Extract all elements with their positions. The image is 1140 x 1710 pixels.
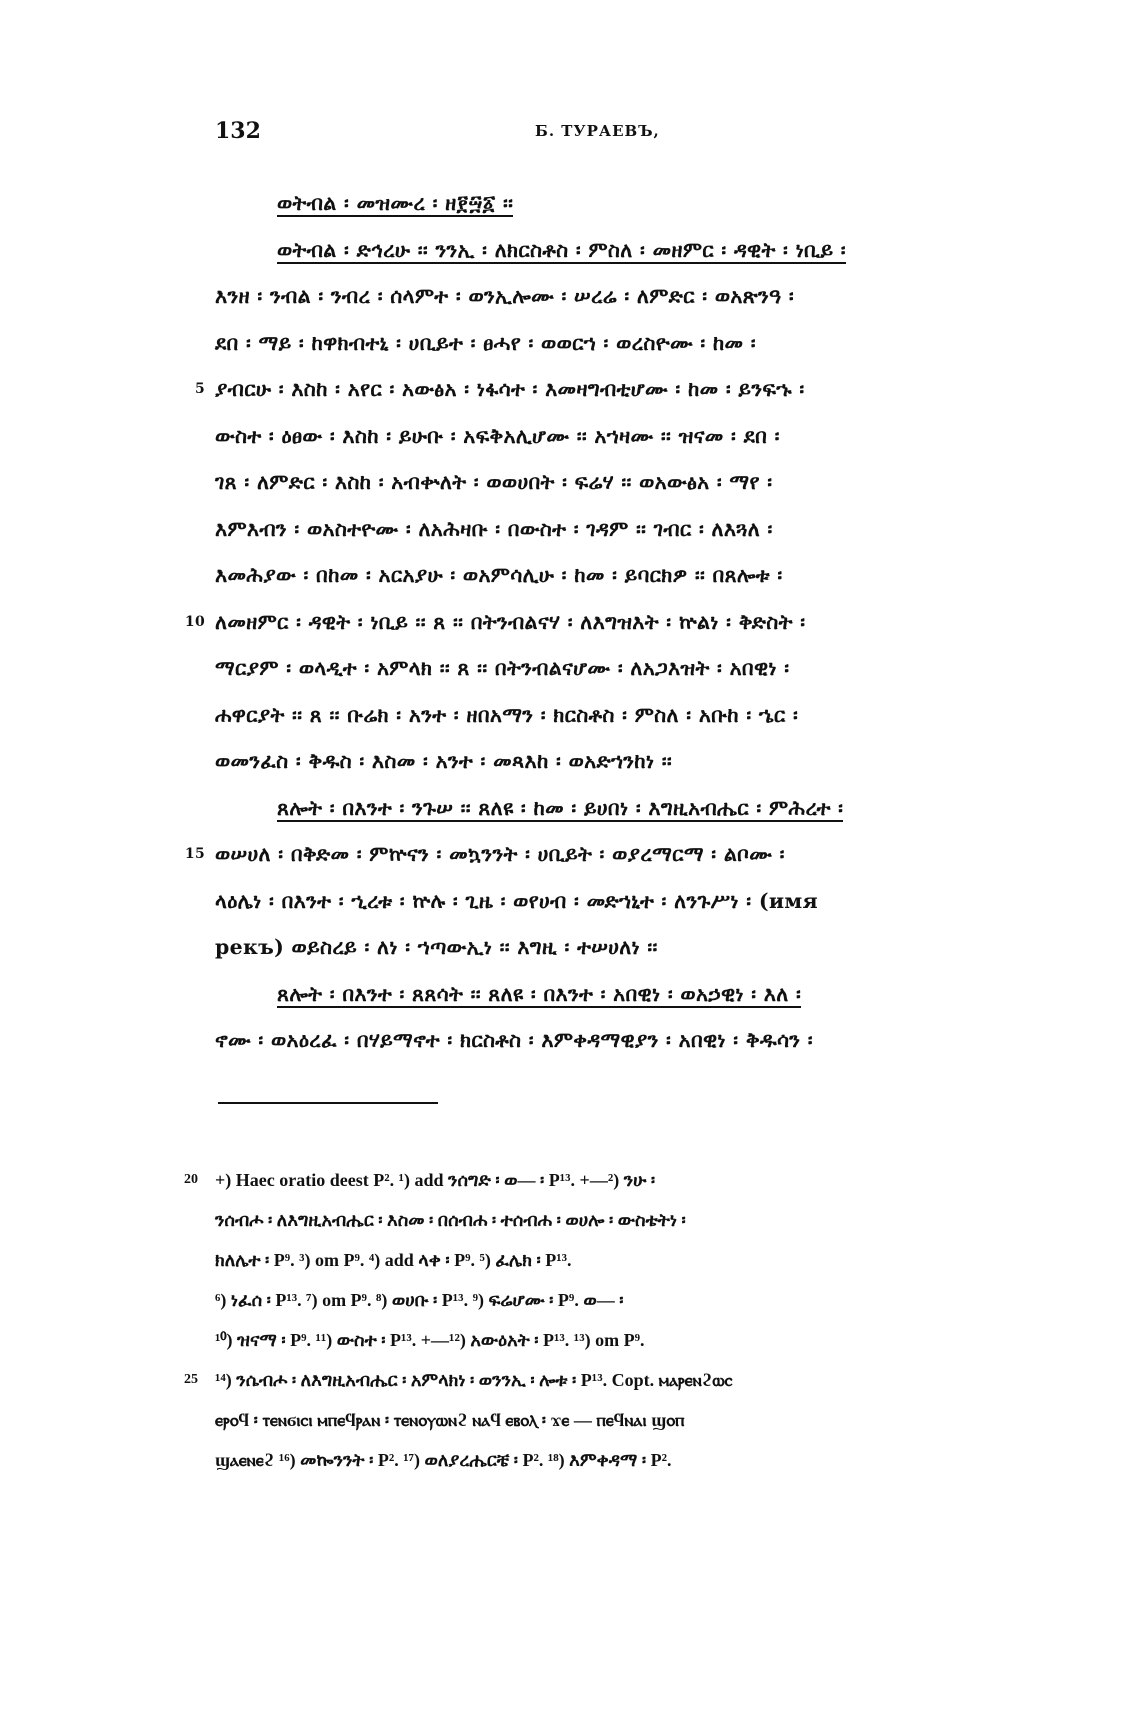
line-text: ወሠሀለ ፡ በቅድመ ፡ ምኵናን ፡ መኳንንት ፡ ሀቢይት ፡ ወያረማርማ ፡ ልቦሙ ፡ xyxy=(215,842,785,866)
line-number: 5 xyxy=(194,381,205,397)
line-text: ላዕሌነ ፡ በእንተ ፡ ኂረቱ ፡ ኵሉ ፡ ጊዜ ፡ ወየሀብ ፡ መድኀኒተ ፡ ለንጉሥነ ፡ (имя xyxy=(215,888,818,913)
footnote-line xyxy=(215,1240,995,1280)
line-text: ወትብል ፡ ድኅረሁ ፡፡ ንንኢ ፡ ለክርስቶስ ፡ ምስለ ፡ መዘምር ፡ ዳዊት ፡ ነቢይ ፡ xyxy=(277,237,846,262)
text-line xyxy=(215,552,995,599)
footnotes xyxy=(184,1160,995,1480)
text-line xyxy=(215,413,995,460)
line-text: እመሕያው ፡ በከመ ፡ አርአያሁ ፡ ወአምሳሊሁ ፡ ከመ ፡ ይባርክዎ ፡፡ በጸሎቱ ፡ xyxy=(215,563,783,587)
text-line xyxy=(215,320,995,367)
footnote-line xyxy=(215,1280,995,1320)
text-line xyxy=(215,273,995,320)
footnote-rule xyxy=(218,1102,438,1104)
line-number: 20 xyxy=(184,1172,198,1187)
line-text: ውስተ ፡ ዕፀው ፡ እስከ ፡ ይሁቡ ፡ አፍቅአሊሆሙ ፡፡ አኀዛሙ ፡፡ ዝናመ ፡ ደበ ፡ xyxy=(215,423,780,448)
line-number: 25 xyxy=(184,1372,198,1387)
line-text: ገጸ ፡ ለምድር ፡ እስከ ፡ አብቍለት ፡ ወወሀበት ፡ ፍሬሃ ፡፡ ወአውፅአ ፡ ማየ ፡ xyxy=(215,470,773,494)
text-line xyxy=(215,785,995,832)
line-text: ለመዘምር ፡ ዳዊት ፡ ነቢይ ፡፡ ጸ ፡፡ በትንብልናሃ ፡ ለእግዝእት ፡ ኵልነ ፡ ቅድስት ፡ xyxy=(215,609,806,634)
text-line xyxy=(215,924,995,971)
line-text: እንዘ ፡ ንብል ፡ ንብረ ፡ ሰላምተ ፡ ወንኢሎሙ ፡ ሠረሬ ፡ ለምድር ፡ ወአጽንዓ ፡ xyxy=(215,284,794,308)
text-line xyxy=(215,1017,995,1064)
footnote-text: +) Haec oratio deest P². ¹) add ንሰግድ ፡ ወ— ፡ P¹³. +—²) ንሁ ፡ xyxy=(215,1170,656,1190)
footnote-text: ⁶) ነፈሰ ፡ P¹³. ⁷) om P⁹. ⁸) ወሀቡ ፡ P¹³. ⁹) ፍሬሆሙ ፡ P⁹. ወ— ፡ xyxy=(215,1290,624,1310)
text-line xyxy=(215,645,995,692)
line-text: ጸሎት ፡ በእንተ ፡ ጸጸሳት ፡፡ ጸለዩ ፡ በእንተ ፡ አበዊነ ፡ ወአኃዊነ ፡ እለ ፡ xyxy=(277,981,802,1006)
line-text: ኖሙ ፡ ወአዕረፈ ፡ በሃይማኖተ ፡ ክርስቶስ ፡ እምቀዳማዊያን ፡ አበዊነ ፡ ቅዱሳን ፡ xyxy=(215,1028,813,1052)
footnote-text: ¹⁰) ዝናማ ፡ P⁹. ¹¹) ውስተ ፡ P¹³. +—¹²) አውዕአት ፡ P¹³. ¹³) om P⁹. xyxy=(215,1330,645,1350)
line-text: ጸሎት ፡ በእንተ ፡ ንጉሠ ፡፡ ጸለዩ ፡ ከመ ፡ ይሀበነ ፡ እግዚአብሔር ፡ ምሕረተ ፡ xyxy=(277,795,844,820)
footnote-line xyxy=(215,1200,995,1240)
line-number: 10 xyxy=(184,613,205,630)
text-line xyxy=(184,599,995,646)
text-line xyxy=(215,459,995,506)
running-head xyxy=(215,118,995,148)
footnote-line xyxy=(184,1160,995,1200)
line-text: ማርያም ፡ ወላዲተ ፡ አምላክ ፡፡ ጸ ፡፡ በትንብልናሆሙ ፡ ለአጋእዝት ፡ አበዊነ ፡ xyxy=(215,656,790,680)
text-line xyxy=(215,506,995,553)
footnote-text: ንሰብሖ ፡ ለእግዚአብሔር ፡ እስመ ፡ በሰብሐ ፡ ተሰብሐ ፡ ወሀሎ ፡ ውስቴትነ ፡ xyxy=(215,1210,686,1230)
footnote-line xyxy=(215,1400,995,1440)
line-text: እምእብን ፡ ወአስተዮሙ ፡ ለአሕዛቡ ፡ በውስተ ፡ ገዳም ፡፡ ገብር ፡ ለእጓለ ፡ xyxy=(215,516,773,541)
footnote-text: ክለሌተ ፡ P⁹. ³) om P⁹. ⁴) add ላቀ ፡ P⁹. ⁵) ፈሌክ ፡ P¹³. xyxy=(215,1250,572,1270)
text-line xyxy=(184,831,995,878)
page-number: 132 xyxy=(215,118,261,144)
footnote-line xyxy=(184,1360,995,1400)
text-line xyxy=(215,180,995,227)
line-text: ወመንፈስ ፡ ቅዱስ ፡ እስመ ፡ አንተ ፡ መጻእከ ፡ ወአድኀንከነ ፡፡ xyxy=(215,749,673,773)
text-line xyxy=(215,971,995,1018)
line-text: рекъ) ወይስረይ ፡ ለነ ፡ ኀጣውኢነ ፡፡ እግዚ ፡ ተሠሀለነ ፡፡ xyxy=(215,935,658,959)
text-line xyxy=(215,227,995,274)
line-text: ደበ ፡ ማይ ፡ ከዋክብተኒ ፡ ሀቢይተ ፡ ፀሓየ ፡ ወወርኀ ፡ ወረስዮሙ ፡ ከመ ፡ xyxy=(215,330,756,355)
line-text: ሐዋርያት ፡፡ ጸ ፡፡ ቡሬክ ፡ አንተ ፡ ዘበአማን ፡ ክርስቶስ ፡ ምስለ ፡ አቡከ ፡ ኄር ፡ xyxy=(215,702,799,727)
text-line xyxy=(215,738,995,785)
text-line xyxy=(215,878,995,925)
footnote-text: ¹⁴) ንሴብሖ ፡ ለእግዚአብሔር ፡ አምላክነ ፡ ወንንኢ ፡ ሎቱ ፡ P¹³. Copt. ⲙⲁⲣⲉⲛϩⲱⲥ xyxy=(215,1370,733,1390)
line-text: ወትብል ፡ መዝሙረ ፡ ዘ፻፵፩ ፡፡ xyxy=(277,191,514,215)
text-line xyxy=(194,366,995,413)
footnote-line xyxy=(215,1320,995,1360)
footnote-text: ⲉⲣⲟϥ ፡ ⲧⲉⲛϭⲓⲥⲓ ⲙⲡⲉϥⲣⲁⲛ ፡ ⲧⲉⲛⲟⲩⲱⲛϩ ⲛⲁϥ ⲉⲃⲟⲗ ፡ ϫⲉ — ⲡⲉϥⲛⲁⲓ ϣⲟⲡ xyxy=(215,1410,685,1430)
footnote-text: ϣⲁⲉⲛⲉϩ ¹⁶) መኰንንት ፡ P². ¹⁷) ወለያረሔርቼ ፡ P². ¹⁸) እምቀዳማ ፡ P². xyxy=(215,1450,672,1470)
running-title: Б. ТУРАЕВЪ, xyxy=(535,122,660,140)
main-text xyxy=(184,180,995,1064)
line-text: ያብርሁ ፡ እስከ ፡ አየር ፡ አውፅአ ፡ ነፋሳተ ፡ እመዛግብቲሆሙ ፡ ከመ ፡ ይንፍኁ ፡ xyxy=(215,377,805,401)
text-line xyxy=(215,692,995,739)
line-number: 15 xyxy=(184,846,205,862)
footnote-line xyxy=(215,1440,995,1480)
